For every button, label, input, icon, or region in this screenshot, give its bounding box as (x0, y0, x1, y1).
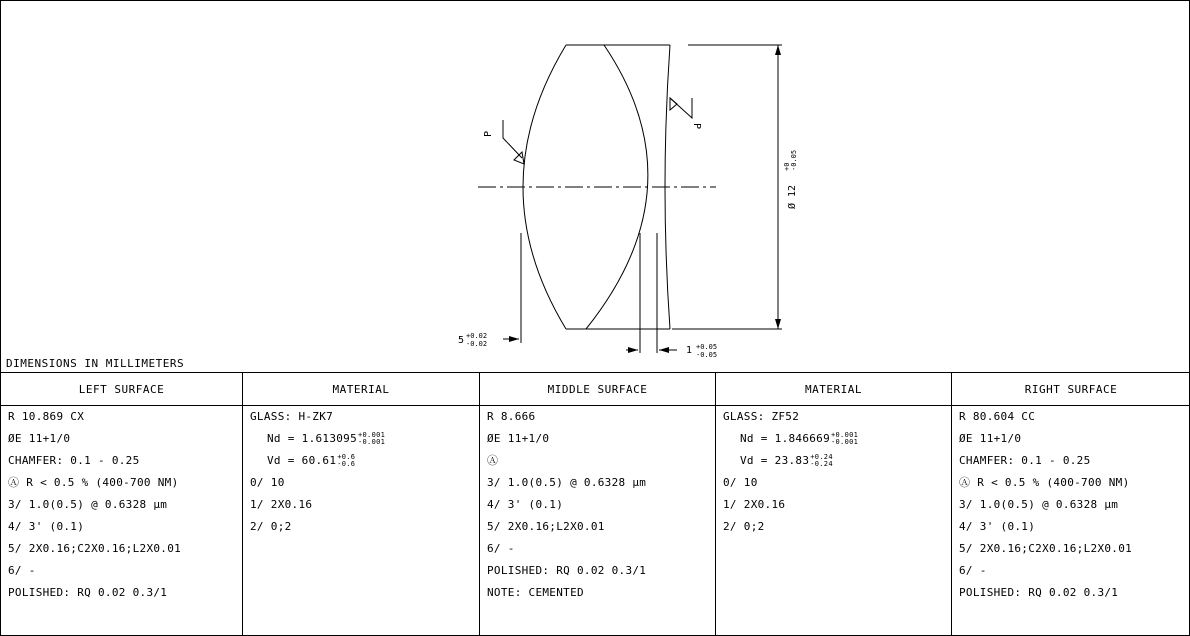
material-2-nd-tol-lower: -0.001 (831, 438, 859, 446)
diameter-label (783, 150, 798, 209)
thickness2-base: 1 (686, 345, 693, 356)
material-1-vd (243, 450, 479, 472)
material-1-nd-tol-lower: -0.001 (358, 438, 386, 446)
right-imperfections: 5/ 2X0.16;C2X0.16;L2X0.01 (959, 542, 1133, 555)
material-2-column (716, 406, 952, 636)
finish-mark-left (503, 120, 522, 158)
material-1-homogeneity: 2/ 0;2 (250, 520, 292, 533)
left-polish: POLISHED: RQ 0.02 0.3/1 (8, 586, 168, 599)
material-1-vd-value: 60.61 (301, 454, 337, 467)
material-1-nd (243, 428, 479, 450)
material-1-vd-tol-upper: +0.6 (337, 453, 356, 461)
left-surface-column (1, 406, 243, 636)
material-2-nd-label: Nd = (740, 432, 768, 445)
header-middle-surface: MIDDLE SURFACE (480, 373, 716, 406)
material-2-bubbles: 1/ 2X0.16 (723, 498, 786, 511)
material-2-nd-value: 1.846669 (774, 432, 831, 445)
right-clear-aperture: ØE 11+1/0 (959, 432, 1022, 445)
material-1-glass: GLASS: H-ZK7 (250, 410, 334, 423)
left-imperfections: 5/ 2X0.16;C2X0.16;L2X0.01 (8, 542, 182, 555)
middle-coating: Ⓐ (487, 454, 499, 467)
thickness1-label (458, 332, 487, 348)
thickness2-label (686, 343, 717, 359)
thickness1-tol-lower: -0.02 (466, 340, 488, 348)
material-2-vd-label: Vd = (740, 454, 768, 467)
material-2-vd-tol-upper: +0.24 (810, 453, 833, 461)
right-polish: POLISHED: RQ 0.02 0.3/1 (959, 586, 1119, 599)
material-1-nd-value: 1.613095 (301, 432, 358, 445)
material-1-vd-tol-lower: -0.6 (337, 460, 356, 468)
material-2-nd-tol-upper: +0.001 (831, 431, 859, 439)
header-material-1: MATERIAL (243, 373, 480, 406)
finish-mark-right-label: P (691, 123, 702, 130)
finish-triangle-left (514, 152, 524, 164)
material-1-bubbles: 1/ 2X0.16 (250, 498, 313, 511)
right-radius: R 80.604 CC (959, 410, 1036, 423)
left-clear-aperture: ØE 11+1/0 (8, 432, 71, 445)
header-material-2: MATERIAL (716, 373, 952, 406)
left-centering: 4/ 3' (0.1) (8, 520, 85, 533)
left-laser-damage: 6/ - (8, 564, 36, 577)
right-coating: Ⓐ R < 0.5 % (400-700 NM) (959, 476, 1130, 489)
thickness2-tol-lower: -0.05 (696, 351, 718, 359)
material-2-vd-value: 23.83 (774, 454, 810, 467)
material-2-homogeneity: 2/ 0;2 (723, 520, 765, 533)
right-laser-damage: 6/ - (959, 564, 987, 577)
left-coating: Ⓐ R < 0.5 % (400-700 NM) (8, 476, 179, 489)
diameter-tol-upper: +0 (783, 162, 791, 171)
diameter-base: Ø 12 (787, 184, 798, 209)
middle-laser-damage: 6/ - (487, 542, 515, 555)
material-2-stress: 0/ 10 (723, 476, 758, 489)
left-radius: R 10.869 CX (8, 410, 85, 423)
material-2-glass: GLASS: ZF52 (723, 410, 800, 423)
right-surface-form: 3/ 1.0(0.5) @ 0.6328 μm (959, 498, 1119, 511)
spec-table (0, 372, 1190, 636)
left-chamfer: CHAMFER: 0.1 - 0.25 (8, 454, 140, 467)
thickness2-tol-upper: +0.05 (696, 343, 718, 351)
right-centering: 4/ 3' (0.1) (959, 520, 1036, 533)
diameter-tol-lower: -0.05 (790, 149, 798, 171)
right-chamfer: CHAMFER: 0.1 - 0.25 (959, 454, 1091, 467)
finish-mark-left-label: P (483, 130, 494, 137)
middle-polish: POLISHED: RQ 0.02 0.3/1 (487, 564, 647, 577)
dimensions-note: DIMENSIONS IN MILLIMETERS (6, 357, 185, 370)
material-2-vd (716, 450, 951, 472)
right-surface-column (952, 406, 1190, 636)
middle-centering: 4/ 3' (0.1) (487, 498, 564, 511)
middle-surface-column (480, 406, 716, 636)
material-1-vd-label: Vd = (267, 454, 295, 467)
middle-surface-form: 3/ 1.0(0.5) @ 0.6328 μm (487, 476, 647, 489)
material-1-nd-label: Nd = (267, 432, 295, 445)
middle-radius: R 8.666 (487, 410, 536, 423)
header-right-surface: RIGHT SURFACE (952, 373, 1190, 406)
thickness1-tol-upper: +0.02 (466, 332, 488, 340)
material-2-nd (716, 428, 951, 450)
header-left-surface: LEFT SURFACE (1, 373, 243, 406)
material-1-nd-tol-upper: +0.001 (358, 431, 386, 439)
material-1-column (243, 406, 480, 636)
material-2-vd-tol-lower: -0.24 (810, 460, 833, 468)
material-1-stress: 0/ 10 (250, 476, 285, 489)
middle-imperfections: 5/ 2X0.16;L2X0.01 (487, 520, 605, 533)
left-surface-form: 3/ 1.0(0.5) @ 0.6328 μm (8, 498, 168, 511)
middle-note: NOTE: CEMENTED (487, 586, 584, 599)
thickness1-base: 5 (458, 335, 465, 346)
middle-clear-aperture: ØE 11+1/0 (487, 432, 550, 445)
